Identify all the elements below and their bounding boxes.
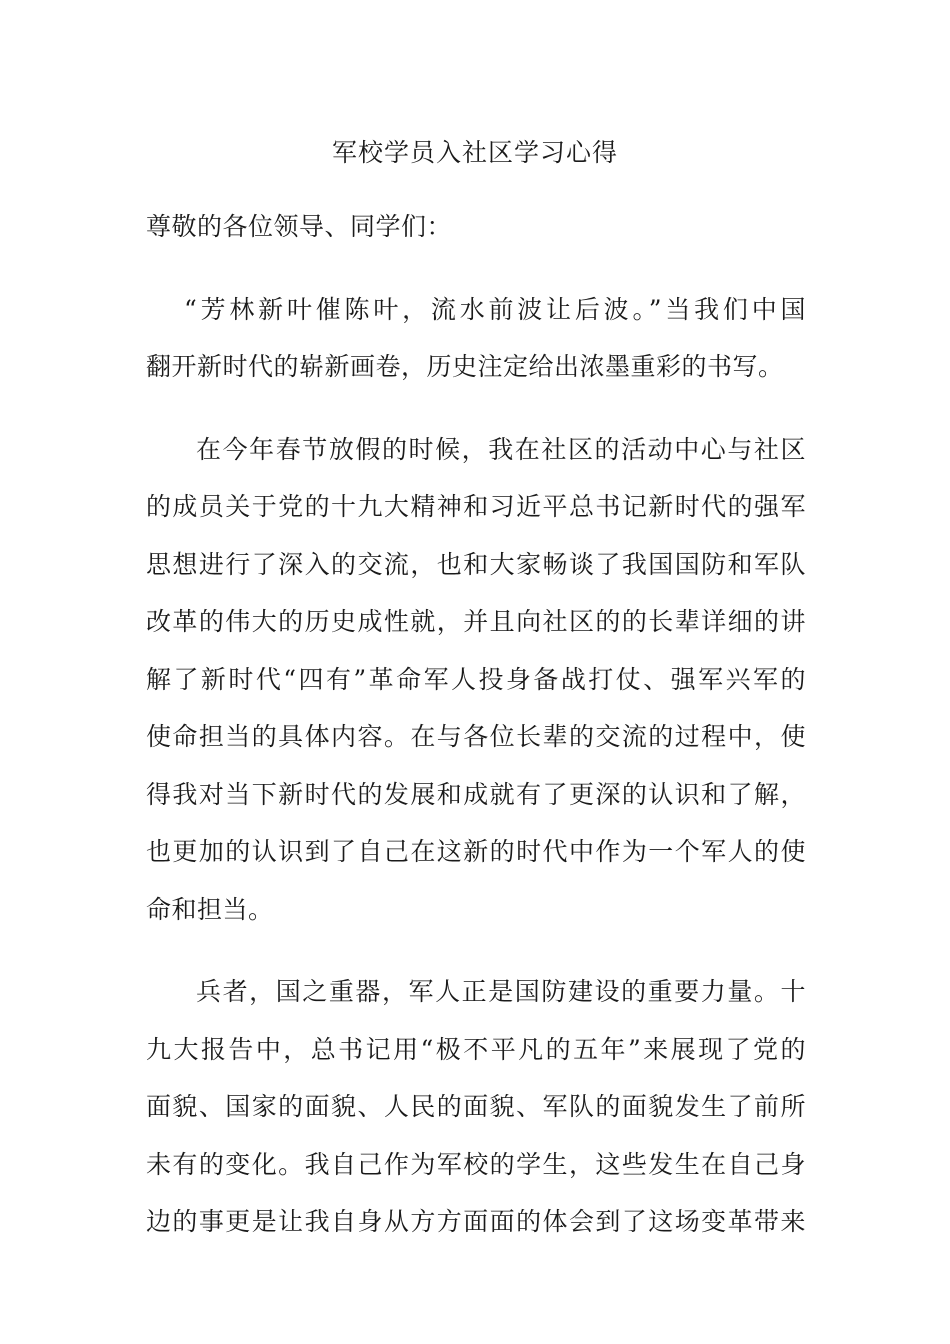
paragraph-line: 面貌、国家的面貌、人民的面貌、军队的面貌发生了前所 xyxy=(146,1092,806,1121)
document-body xyxy=(146,198,806,1251)
paragraph-line: 兵者，国之重器，军人正是国防建设的重要力量。十 xyxy=(196,977,806,1006)
paragraph-line: 也更加的认识到了自己在这新的时代中作为一个军人的使 xyxy=(146,837,806,866)
paragraph-line: 得我对当下新时代的发展和成就有了更深的认识和了解， xyxy=(146,779,806,809)
paragraph-line: 的成员关于党的十九大精神和习近平总书记新时代的强军 xyxy=(146,492,806,521)
paragraph-1 xyxy=(146,281,806,396)
paragraph-gap xyxy=(146,938,806,963)
paragraph-2 xyxy=(146,421,806,939)
document-title: 军校学员入社区学习心得 xyxy=(331,138,618,167)
paragraph-line: 使命担当的具体内容。在与各位长辈的交流的过程中，使 xyxy=(146,722,806,751)
paragraph-3 xyxy=(146,963,806,1251)
salutation: 尊敬的各位领导、同学们： xyxy=(146,212,453,241)
paragraph-line: 九大报告中，总书记用“极不平凡的五年”来展现了党的 xyxy=(146,1034,806,1064)
paragraph-line: 未有的变化。我自己作为军校的学生，这些发生在自己身 xyxy=(146,1149,806,1179)
paragraph-gap xyxy=(146,256,806,281)
paragraph-line: 翻开新时代的崭新画卷，历史注定给出浓墨重彩的书写。 xyxy=(146,352,784,381)
paragraph-line: 解了新时代“四有”革命军人投身备战打仗、强军兴军的 xyxy=(146,664,806,694)
paragraph-line: 思想进行了深入的交流，也和大家畅谈了我国国防和军队 xyxy=(146,549,806,579)
paragraph-line: 命和担当。 xyxy=(146,894,274,924)
paragraph-line: 改革的伟大的历史成性就，并且向社区的的长辈详细的讲 xyxy=(146,607,806,636)
paragraph-line: 在今年春节放假的时候，我在社区的活动中心与社区 xyxy=(196,434,806,464)
paragraph-line: 边的事更是让我自身从方方面面的体会到了这场变革带来 xyxy=(146,1207,806,1236)
paragraph-gap xyxy=(146,396,806,421)
paragraph-line: “芳林新叶催陈叶，流水前波让后波。”当我们中国 xyxy=(184,294,806,324)
